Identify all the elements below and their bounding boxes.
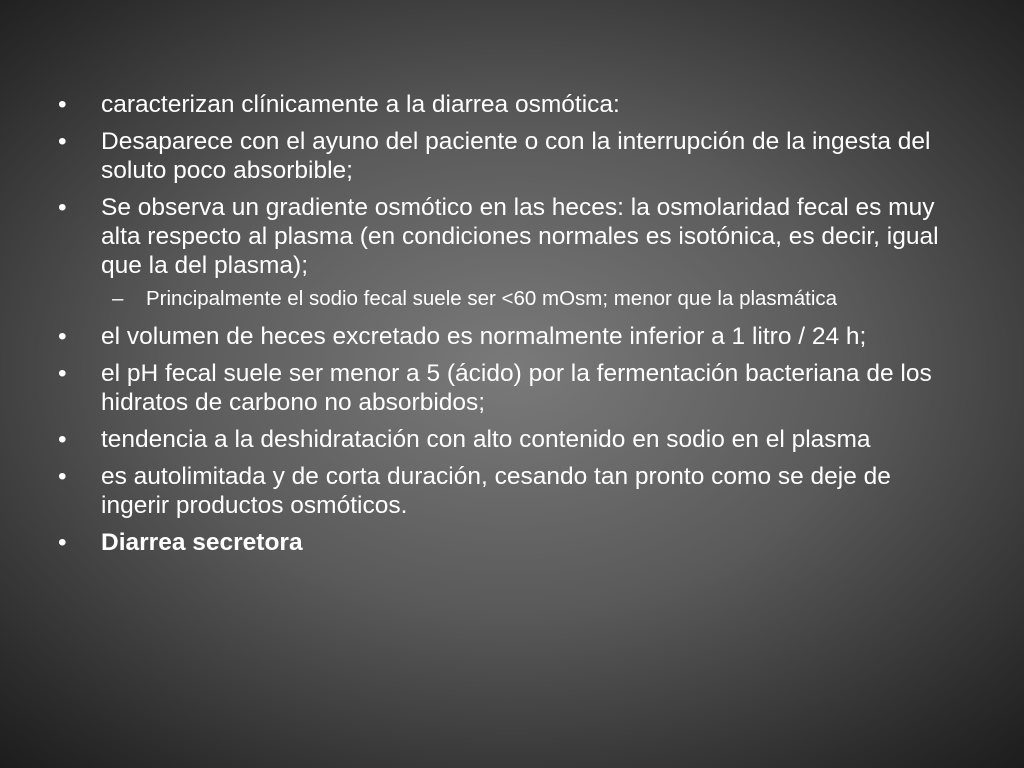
bullet-item-heading [58,528,958,557]
bullet-icon: • [58,529,67,556]
bullet-icon: • [58,194,67,221]
bullet-item [58,90,958,119]
bullet-list [58,90,958,557]
bullet-item [58,193,958,280]
bullet-text: el pH fecal suele ser menor a 5 (ácido) por la fermentación bacteriana de los hidratos de carbono no absorbidos; [101,360,932,416]
bullet-icon: • [58,323,67,350]
sub-bullet-text: Principalmente el sodio fecal suele ser <60 mOsm; menor que la plasmática [146,287,838,310]
bullet-item [58,462,958,520]
bullet-heading-text: Diarrea secretora [101,529,303,556]
bullet-text: caracterizan clínicamente a la diarrea osmótica: [101,91,620,118]
bullet-text: es autolimitada y de corta duración, cesando tan pronto como se deje de ingerir productos osmóticos. [101,463,891,519]
bullet-icon: • [58,91,67,118]
bullet-text: Se observa un gradiente osmótico en las heces: la osmolaridad fecal es muy alta respecto al plasma (en condiciones normales es isotónica, es decir, igual que la del plasma); [101,194,939,279]
bullet-item [58,322,958,351]
bullet-text: el volumen de heces excretado es normalmente inferior a 1 litro / 24 h; [101,323,867,350]
dash-icon: – [112,287,124,310]
bullet-text: tendencia a la deshidratación con alto contenido en sodio en el plasma [101,426,871,453]
slide-content [58,90,958,565]
bullet-icon: • [58,128,67,155]
bullet-item [58,359,958,417]
bullet-icon: • [58,463,67,490]
bullet-icon: • [58,360,67,387]
bullet-item [58,127,958,185]
bullet-item [58,425,958,454]
bullet-icon: • [58,426,67,453]
sub-bullet-item [58,286,958,312]
bullet-text: Desaparece con el ayuno del paciente o con la interrupción de la ingesta del soluto poco absorbible; [101,128,931,184]
